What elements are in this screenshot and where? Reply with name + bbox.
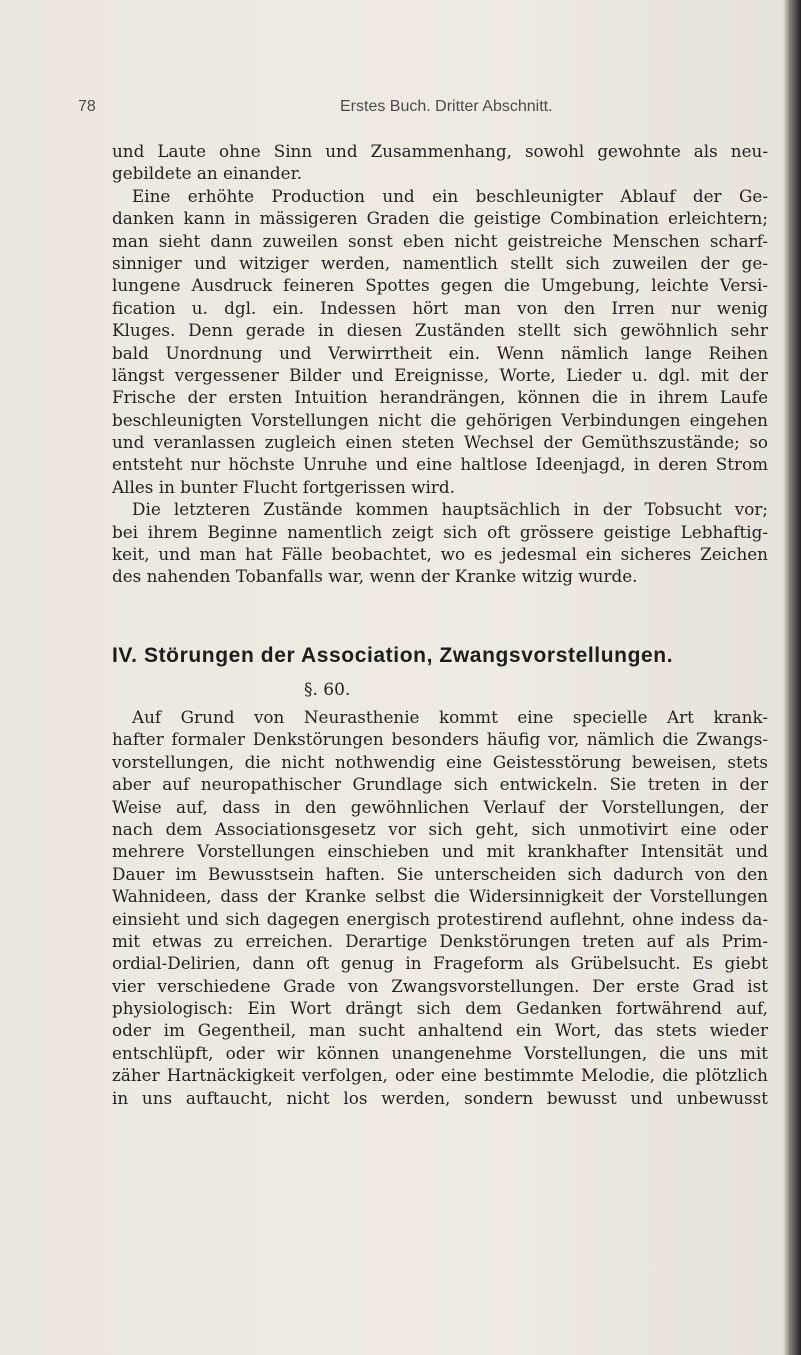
text-block-1	[112, 140, 768, 588]
text-line: des nahenden Tobanfalls war, wenn der Kranke witzig wurde.	[112, 566, 638, 587]
text-line: vier verschiedene Grade von Zwangsvorstellungen. Der erste Grad ist	[112, 975, 768, 996]
text-line: entsteht nur höchste Unruhe und eine haltlose Ideenjagd, in deren Strom	[112, 454, 768, 475]
text-line: beschleunigten Vorstellungen nicht die gehörigen Verbindungen eingehen	[112, 409, 768, 430]
text-line: fication u. dgl. ein. Indessen hört man von den Irren nur wenig	[112, 297, 768, 318]
page-binding-shadow	[783, 0, 801, 1355]
text-line: lungene Ausdruck feineren Spottes gegen die Umgebung, leichte Versi-	[112, 275, 768, 296]
text-line: längst vergessener Bilder und Ereignisse, Worte, Lieder u. dgl. mit der	[112, 364, 768, 385]
text-line: vorstellungen, die nicht nothwendig eine Geistesstörung beweisen, stets	[112, 751, 768, 772]
text-line: einsieht und sich dagegen energisch protestirend auflehnt, ohne indess da-	[112, 908, 768, 929]
text-line: Alles in bunter Flucht fortgerissen wird.	[112, 476, 455, 497]
text-line: oder im Gegentheil, man sucht anhaltend ein Wort, das stets wieder	[112, 1020, 768, 1041]
text-block-2	[112, 706, 768, 1109]
text-line: nach dem Associationsgesetz vor sich geht, sich unmotivirt eine oder	[112, 818, 768, 839]
text-line: Eine erhöhte Production und ein beschleunigter Ablauf der Ge-	[132, 185, 768, 206]
text-line: entschlüpft, oder wir können unangenehme Vorstellungen, die uns mit	[112, 1042, 768, 1063]
section-number: §. 60.	[304, 680, 351, 700]
text-line: in uns auftaucht, nicht los werden, sondern bewusst und unbewusst	[112, 1087, 768, 1108]
text-line: und Laute ohne Sinn und Zusammenhang, sowohl gewohnte als neu-	[112, 141, 768, 161]
text-line: Kluges. Denn gerade in diesen Zuständen stellt sich gewöhnlich sehr	[112, 320, 768, 341]
text-line: mehrere Vorstellungen einschieben und mit krankhafter Intensität und	[112, 841, 768, 862]
text-line: sinniger und witziger werden, namentlich stellt sich zuweilen der ge-	[112, 252, 768, 273]
page-header	[78, 98, 698, 120]
text-line: physiologisch: Ein Wort drängt sich dem Gedanken fortwährend auf,	[112, 998, 768, 1019]
text-line: mit etwas zu erreichen. Derartige Denkstörungen treten auf als Prim-	[112, 930, 768, 951]
text-line: Weise auf, dass in den gewöhnlichen Verlauf der Vorstellungen, der	[112, 796, 768, 817]
page-number: 78	[78, 98, 96, 115]
text-line: zäher Hartnäckigkeit verfolgen, oder eine bestimmte Melodie, die plötzlich	[112, 1065, 768, 1086]
text-line: man sieht dann zuweilen sonst eben nicht geistreiche Menschen scharf-	[112, 230, 768, 251]
text-line: gebildete an einander.	[112, 163, 303, 184]
text-line: Die letzteren Zustände kommen hauptsächlich in der Tobsucht vor;	[132, 499, 768, 520]
section-heading: IV. Störungen der Association, Zwangsvorstellungen.	[112, 644, 674, 667]
text-line: Auf Grund von Neurasthenie kommt eine specielle Art krank-	[132, 707, 768, 727]
text-line: bald Unordnung und Verwirrtheit ein. Wenn nämlich lange Reihen	[112, 342, 768, 363]
text-line: keit, und man hat Fälle beobachtet, wo es jedesmal ein sicheres Zeichen	[112, 544, 768, 565]
text-line: bei ihrem Beginne namentlich zeigt sich oft grössere geistige Lebhaftig-	[112, 521, 768, 542]
text-line: Frische der ersten Intuition herandrängen, können die in ihrem Laufe	[112, 387, 768, 408]
running-title: Erstes Buch. Dritter Abschnitt.	[340, 98, 553, 115]
text-line: danken kann in mässigeren Graden die geistige Combination erleichtern;	[112, 208, 768, 229]
text-line: ordial-Delirien, dann oft genug in Frageform als Grübelsucht. Es giebt	[112, 953, 768, 974]
text-line: aber auf neuropathischer Grundlage sich entwickeln. Sie treten in der	[112, 774, 768, 795]
text-line: Dauer im Bewusstsein haften. Sie unterscheiden sich dadurch von den	[112, 863, 768, 884]
text-line: Wahnideen, dass der Kranke selbst die Widersinnigkeit der Vorstellungen	[112, 886, 768, 907]
text-line: und veranlassen zugleich einen steten Wechsel der Gemüthszustände; so	[112, 432, 768, 453]
text-line: hafter formaler Denkstörungen besonders häufig vor, nämlich die Zwangs-	[112, 729, 768, 750]
